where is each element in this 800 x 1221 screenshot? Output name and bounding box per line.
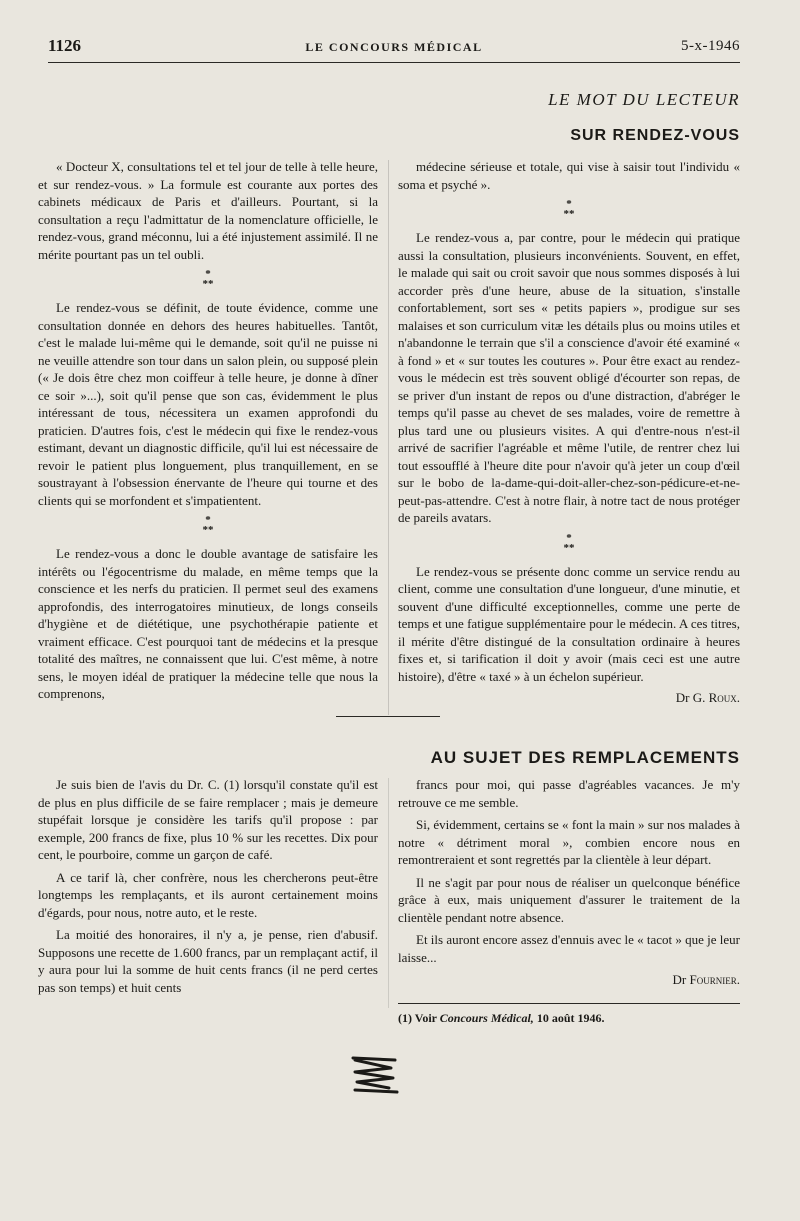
article1-column-right [398, 158, 740, 707]
section-rubric: LE MOT DU LECTEUR [548, 90, 740, 109]
paragraph: Le rendez-vous se présente donc comme un service rendu au client, comme une consultation d'une longueur, d'une minutie, et souvent d'une difficulté exceptionnelles, comme une perte de temps et une fatigue supplémentaire pour le médecin. A ces titres, il mérite d'être distingué de la consultation ordinaire à heures fixes et, si tarification il doit y avoir (mais ceci est une autre histoire), d'être « taxé » à un échelon supérieur. [398, 563, 740, 684]
paragraph: Il ne s'agit par pour nous de réaliser un quelconque bénéfice grâce à eux, mais uniquement d'assurer le traitement de la clientèle pendant notre absence. [398, 874, 740, 925]
article-title-rendez-vous: SUR RENDEZ-VOUS [570, 127, 740, 144]
article-title-remplacements: AU SUJET DES REMPLACEMENTS [430, 748, 740, 767]
article2-column-left [38, 776, 378, 1001]
column-divider [388, 160, 389, 715]
footnote: (1) Voir Concours Médical, 10 août 1946. [398, 1003, 740, 1028]
paragraph: Si, évidemment, certains se « font la main » sur nos malades à notre « détriment moral », combien encore nous en remontreraient et sont regrettés par la clientèle à leur départ. [398, 817, 740, 867]
paragraph: Le rendez-vous a donc le double avantage de satisfaire les intérêts ou l'égocentrisme du malade, en même temps que la conscience et les nerfs du praticien. Il permet seul des examens approfondis, des interrogatoires minutieux, de longs conseils d'hygiène et de diététique, une psychothérapie patiente et vraiment efficace. C'est pourquoi tant de médecins et la presque totalité des maîtres, ne connaissent que lui. C'est même, à notre sens, le moyen idéal de pratiquer la médecine telle que nous la comprenons, [38, 546, 378, 701]
page-number: 1126 [48, 36, 82, 55]
paragraph: médecine sérieuse et totale, qui vise à saisir tout l'individu « soma et psyché ». [398, 159, 740, 192]
paragraph: Et ils auront encore assez d'ennuis avec le « tacot » que je leur laisse... [398, 932, 740, 965]
signature-fournier: Dr Fournier. [672, 972, 740, 987]
signature-roux: Dr G. Roux. [675, 690, 740, 705]
printer-flourish-icon [345, 1050, 405, 1100]
article2-column-right [398, 776, 740, 1027]
asterism-ornament: * ** [563, 531, 575, 554]
paragraph: francs pour moi, qui passe d'agréables vacances. Je m'y retrouve ce me semble. [398, 777, 740, 810]
issue-date: 5-x-1946 [681, 38, 740, 54]
asterism-ornament: * ** [563, 198, 575, 220]
article-separator-rule [336, 716, 440, 717]
journal-title: LE CONCOURS MÉDICAL [305, 40, 483, 54]
asterism-ornament: * ** [202, 268, 214, 290]
column-divider [388, 778, 389, 1008]
paragraph: La moitié des honoraires, il n'y a, je pense, rien d'abusif. Supposons une recette de 1.600 francs, par un remplaçant actif, il y aura pour lui la somme de huit cents francs (il ne perd certes pas son temps) et huit cents [38, 927, 378, 995]
article1-column-left [38, 158, 378, 703]
paragraph: « Docteur X, consultations tel et tel jour de telle à telle heure, et sur rendez-vous. » La formule est courante aux portes des cabinets médicaux de Paris et d'ailleurs. Pourtant, si la consultation a reçu l'admittatur de la nomenclature officielle, le rendez-vous, grand méconnu, lui a été injustement assimilé. Il ne mérite pourtant pas un tel oubli. [38, 159, 378, 262]
paragraph: Le rendez-vous a, par contre, pour le médecin qui pratique aussi la consultation, plusieurs inconvénients. Souvent, en effet, le malade qui sait ou croit savoir que nous sommes disposés à lui accorder près d'une heure, abuse de la situation, s'installe confortablement, sort ses « petits papiers », prodigue sur ses malaises et son curriculum vitæ les détails plus ou moins utiles et n'abandonne le terrain que s'il a conscience d'avoir été examiné « à fond » et « sur toutes les coutures ». Pour être exact au rendez-vous le médecin est très souvent obligé d'écourter son repas, de se priver d'un instant de repos ou d'une distraction, d'abréger le temps qu'il passe au chevet de ses malades, voire de remettre à plus tard une ou plusieurs visites. A qui d'entre-nous n'est-il arrivé de sacrifier l'agréable et même l'utile, de rentrer chez lui tout essoufflé à l'heure dite pour n'avoir qu'à jeter un coup d'œil sur le bobo de la-dame-qui-doit-aller-chez-son-pédicure-et-ne-peut-pas-attendre. C'est à notre flair, à notre tact de nous protéger de pareils avatars. [398, 230, 740, 525]
paragraph: A ce tarif là, cher confrère, nous les chercherons peut-être longtemps les remplaçants, et ils auront certainement moins d'égards, pour nous, notre auto, et le reste. [38, 869, 378, 920]
asterism-ornament: * ** [202, 514, 214, 536]
paragraph: Je suis bien de l'avis du Dr. C. (1) lorsqu'il constate qu'il est de plus en plus difficile de se faire remplacer ; mais je demeure stupéfait lorsque je considère les tarifs qu'il propose : par exemple, 200 francs de fixe, plus 10 % sur les recettes. Dix pour cent, le pourboire, comme un garçon de café. [38, 777, 378, 862]
paragraph: Le rendez-vous se définit, de toute évidence, comme une consultation donnée en dehors des heures habituelles. Tantôt, c'est le malade lui-même qui le demande, soit qu'il ne puisse ni ne veuille attendre son tour dans un salon plein, ou supposé plein (« Je dois être chez mon coiffeur à telle heure, je donne à dîner ce soir »...), soit qu'il pense que son cas, évidemment le plus intéressant de tous, nécessitera un examen approfondi du praticien. D'autres fois, c'est le médecin qui fixe le rendez-vous estimant, devant un diagnostic difficile, qu'il lui est nécessaire de revoir le patient plus longuement, plus tranquillement, en se soustrayant à l'obsession énervante de l'heure qui tourne et des clients qui se morfondent et s'impatientent. [38, 300, 378, 508]
running-header [48, 36, 740, 63]
